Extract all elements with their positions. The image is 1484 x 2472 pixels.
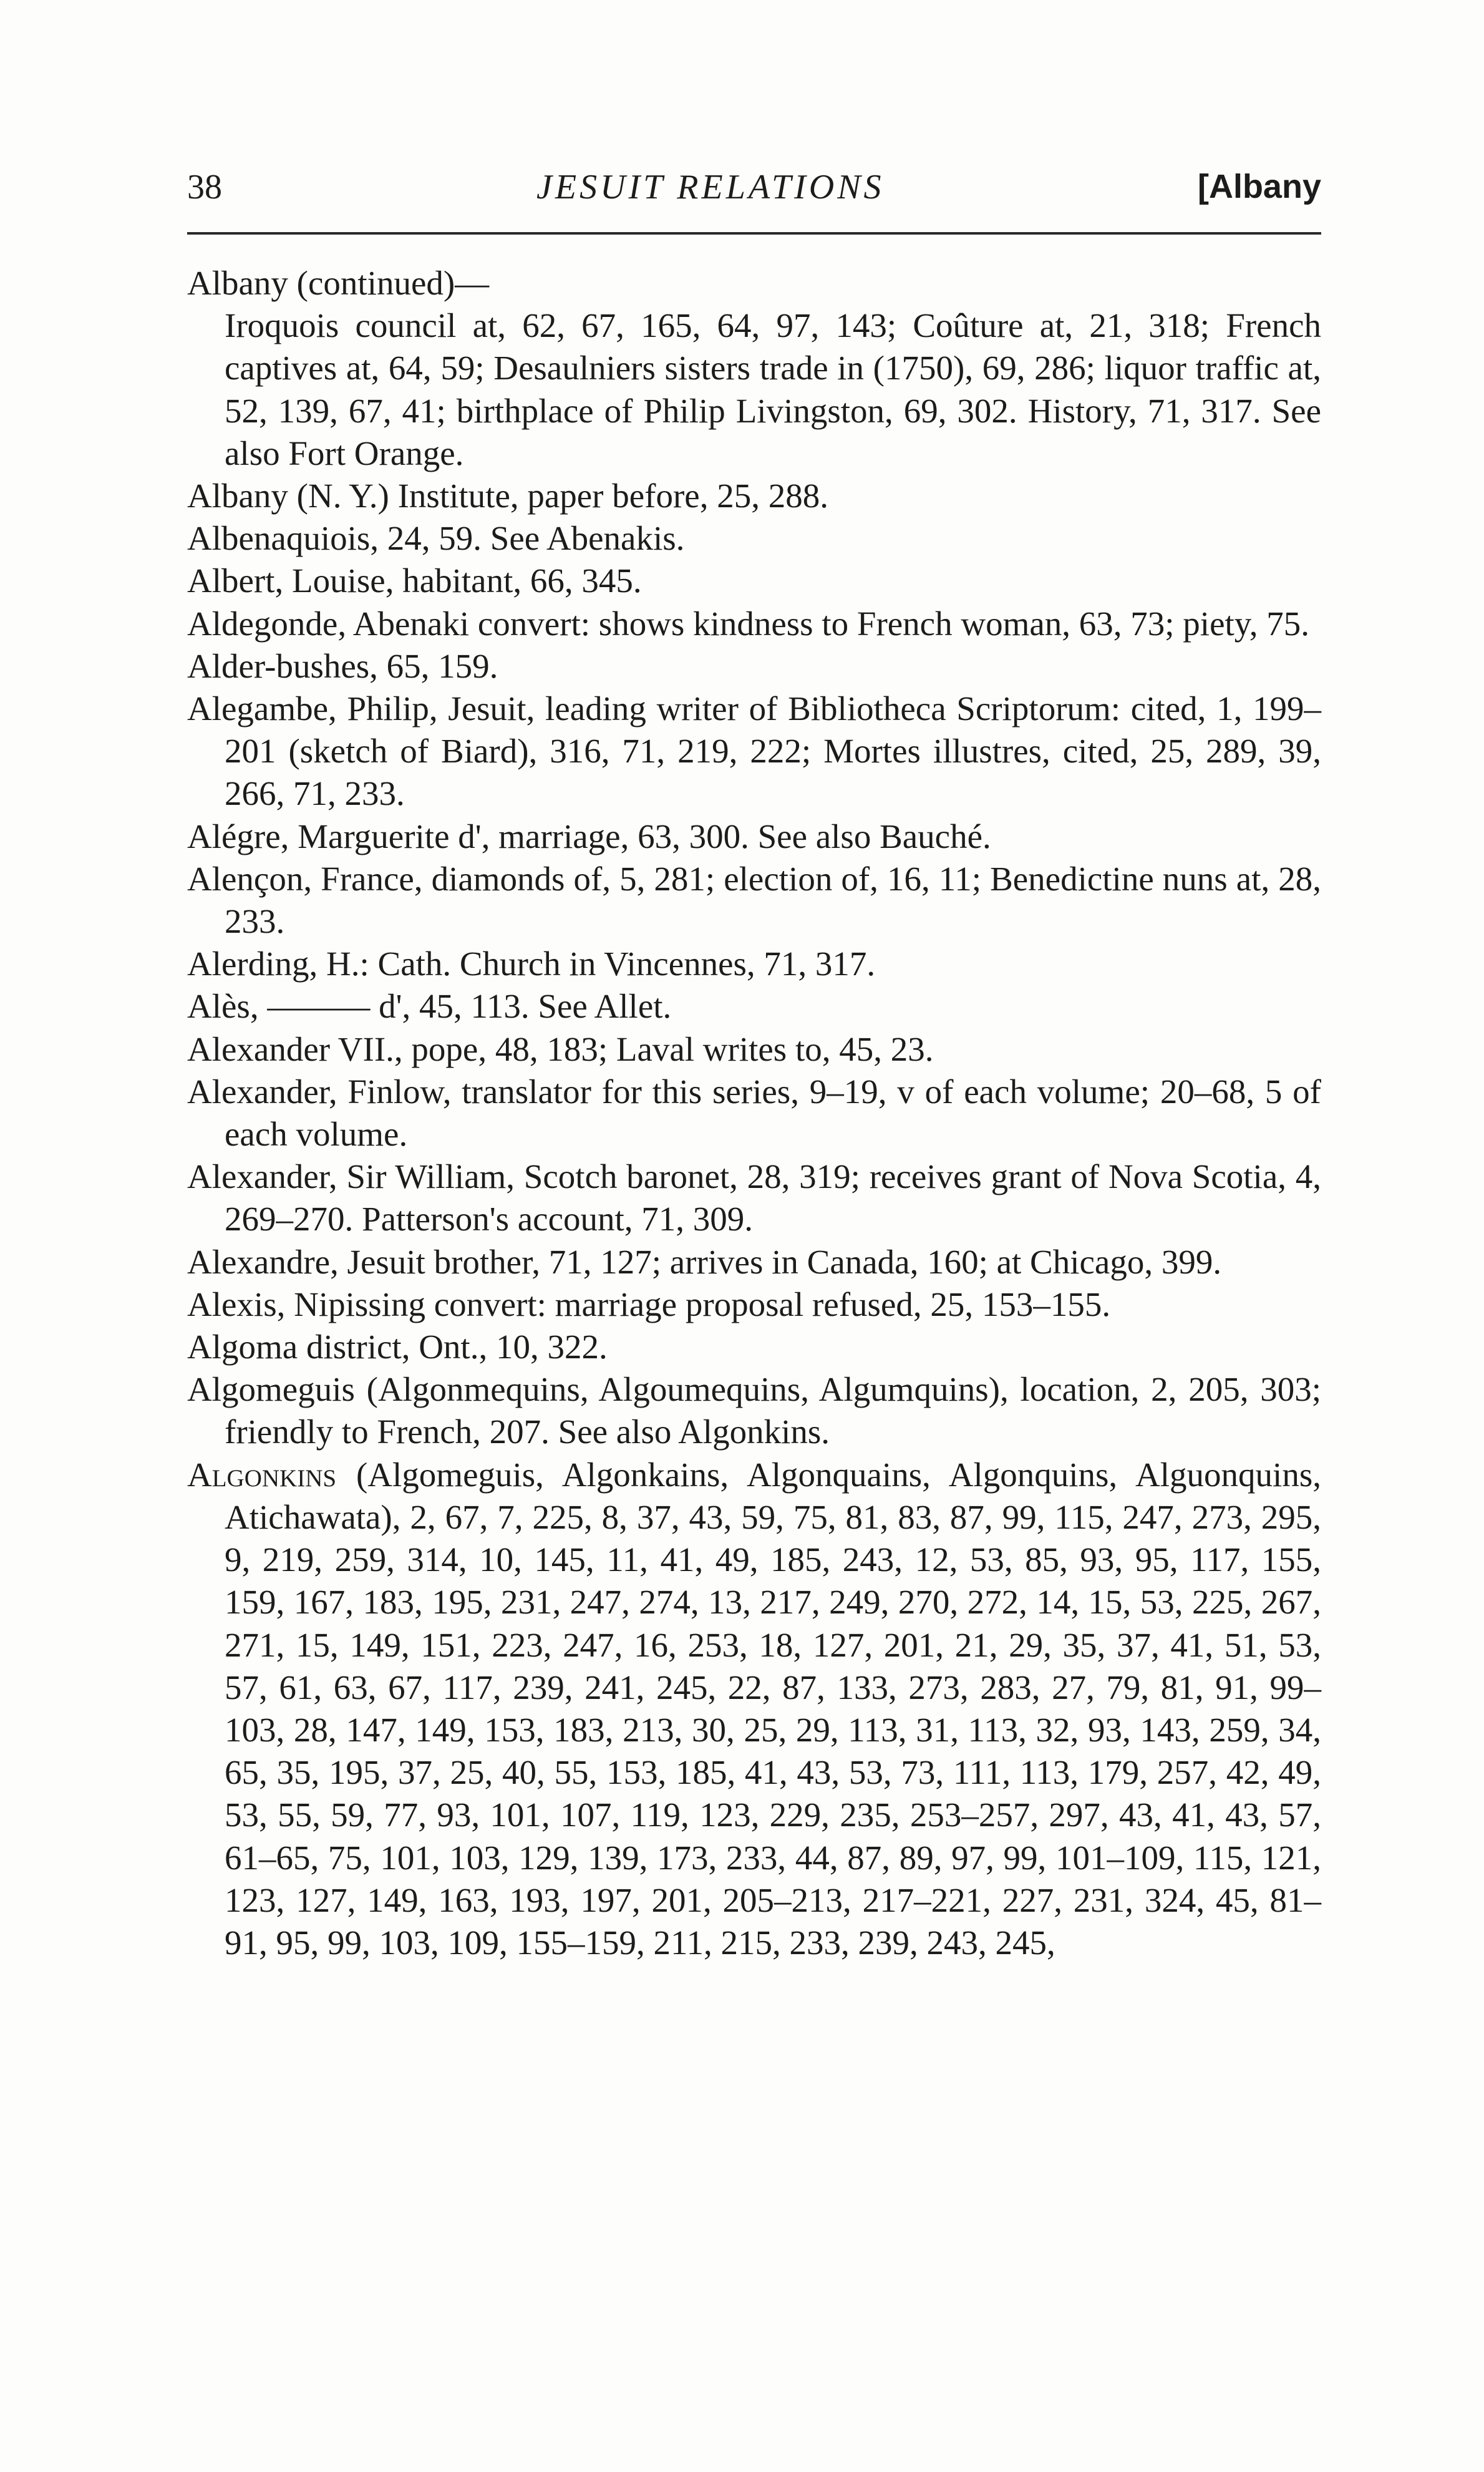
index-entry: Alexander, Sir William, Scotch baronet, 28, 319; receives grant of Nova Scotia, 4, 269–270. Patterson's account, 71, 309. bbox=[187, 1157, 1321, 1238]
index-entry: Alégre, Marguerite d', marriage, 63, 300. See also Bauché. bbox=[187, 817, 991, 855]
index-entry: Alder-bushes, 65, 159. bbox=[187, 646, 498, 685]
index-entry: Alerding, H.: Cath. Church in Vincennes, 71, 317. bbox=[187, 945, 876, 983]
running-header bbox=[187, 163, 1321, 220]
index-entry: Alexandre, Jesuit brother, 71, 127; arrives in Canada, 160; at Chicago, 399. bbox=[187, 1242, 1222, 1281]
index-entry: Albenaquiois, 24, 59. See Abenakis. bbox=[187, 519, 685, 558]
index-entry: Algomeguis (Algonmequins, Algoumequins, Algumquins), location, 2, 205, 303; friendly to French, 207. See also Algonkins. bbox=[187, 1370, 1321, 1451]
index-entry: Alès, ——— d', 45, 113. See Allet. bbox=[187, 987, 672, 1026]
index-entry bbox=[187, 1454, 1321, 1964]
entry-heading: Albany (continued)— bbox=[187, 264, 490, 302]
index-entry: Albert, Louise, habitant, 66, 345. bbox=[187, 562, 642, 600]
index-entry: Alençon, France, diamonds of, 5, 281; election of, 16, 11; Benedictine nuns at, 28, 233. bbox=[187, 859, 1321, 941]
index-entry: Alexander, Finlow, translator for this series, 9–19, v of each volume; 20–68, 5 of each volume. bbox=[187, 1072, 1321, 1154]
page-number: 38 bbox=[187, 168, 222, 207]
index-entry: Alexis, Nipissing convert: marriage proposal refused, 25, 153–155. bbox=[187, 1285, 1111, 1323]
index-entry: Aldegonde, Abenaki convert: shows kindness to French woman, 63, 73; piety, 75. bbox=[187, 604, 1309, 643]
entry-heading: Algonkins bbox=[187, 1455, 337, 1494]
entry-text: (Algomeguis, Algonkains, Algonquains, Algonquins, Alguonquins, Atichawata), 2, 67, 7, 225, 8, 37, 43, 59, 75, 81, 83, 87, 99, 115, 247, 273, 295, 9, 219, 259, 314, 10, 145, 11, 41, 49, 185, 243, 12, 53, 85, 93, 95, 117, 155, 159, 167, 183, 195, 231, 247, 274, 13, 217, 249, 270, 272, 14, 15, 53, 225, 267, 271, 15, 149, 151, 223, 247, 16, 253, 18, 127, 201, 21, 29, 35, 37, 41, 51, 53, 57, 61, 63, 67, 117, 239, 241, 245, 22, 87, 133, 273, 283, 27, 79, 81, 91, 99–103, 28, 147, 149, 153, 183, 213, 30, 25, 29, 113, 31, 113, 32, 93, 143, 259, 34, 65, 35, 195, 37, 25, 40, 55, 153, 185, 41, 43, 53, 73, 111, 113, 179, 257, 42, 49, 53, 55, 59, 77, 93, 101, 107, 119, 123, 229, 235, 253–257, 297, 43, 41, 43, 57, 61–65, 75, 101, 103, 129, 139, 173, 233, 44, 87, 89, 97, 99, 101–109, 115, 121, 123, 127, 149, 163, 193, 197, 201, 205–213, 217–221, 227, 231, 324, 45, 81–91, 95, 99, 103, 109, 155–159, 211, 215, 233, 239, 243, 245, bbox=[225, 1455, 1321, 1962]
header-rule bbox=[187, 232, 1321, 235]
section-key: [Albany bbox=[1197, 168, 1321, 205]
index-entry: Algoma district, Ont., 10, 322. bbox=[187, 1328, 608, 1366]
index-body bbox=[187, 262, 1321, 1964]
index-entry: Alexander VII., pope, 48, 183; Laval writes to, 45, 23. bbox=[187, 1029, 934, 1068]
entry-text: Iroquois council at, 62, 67, 165, 64, 97, 143; Coûture at, 21, 318; French captives at, 64, 59; Desaulniers sisters trade in (1750), 69, 286; liquor traffic at, 52, 139, 67, 41; birthplace of Philip Livingston, 69, 302. History, 71, 317. See also Fort Orange. bbox=[225, 306, 1321, 472]
index-entry bbox=[187, 262, 1321, 475]
page-title: JESUIT RELATIONS bbox=[536, 168, 885, 207]
index-entry: Albany (N. Y.) Institute, paper before, 25, 288. bbox=[187, 477, 828, 515]
index-entry: Alegambe, Philip, Jesuit, leading writer of Bibliotheca Scriptorum: cited, 1, 199–201 (sketch of Biard), 316, 71, 219, 222; Mortes illustres, cited, 25, 289, 39, 266, 71, 233. bbox=[187, 689, 1321, 813]
